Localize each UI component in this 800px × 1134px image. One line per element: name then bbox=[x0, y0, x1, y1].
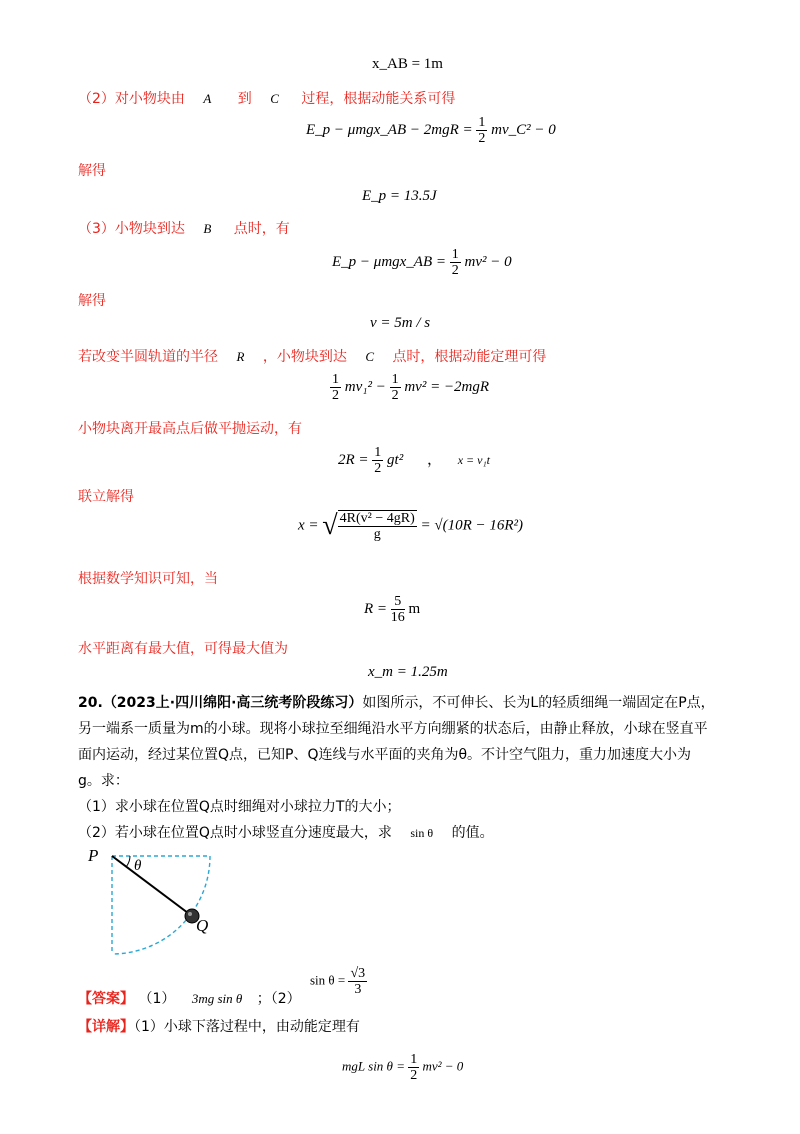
eq3-den-2: 2 bbox=[391, 388, 399, 403]
ball-highlight bbox=[188, 912, 192, 916]
sub2-text-a: （2）若小球在位置Q点时小球竖直分速度最大，求 bbox=[78, 825, 392, 841]
equation-x bbox=[298, 510, 523, 542]
x-den: g bbox=[373, 527, 381, 542]
answer-2-fraction bbox=[348, 966, 367, 997]
eq1-num: 1 bbox=[478, 115, 486, 130]
arc-dashed-path bbox=[112, 856, 210, 954]
R-fraction bbox=[391, 594, 405, 625]
part2-text-a: （2）对小物块由 bbox=[78, 91, 185, 107]
equation-energy2 bbox=[332, 247, 512, 278]
question-text-2: 另一端系一质量为m的小球。现将小球拉至细绳沿水平方向绷紧的状态后，由静止释放，小球在竖直平 bbox=[78, 721, 708, 737]
rope-line bbox=[112, 856, 192, 916]
eq3-num-2: 1 bbox=[391, 372, 399, 387]
part2-text-b: 到 bbox=[237, 91, 252, 107]
question-sub-2 bbox=[78, 820, 728, 846]
question-source: （2023上·四川绵阳·高三统考阶段练习） bbox=[102, 695, 363, 711]
eq1-fraction bbox=[476, 115, 487, 146]
solve-label-3: 联立解得 bbox=[78, 489, 134, 505]
question-sub-1: （1）求小球在位置Q点时细绳对小球拉力T的大小； bbox=[78, 799, 401, 815]
symbol-C-2: C bbox=[365, 349, 374, 364]
x-fraction bbox=[338, 510, 417, 542]
equation-ep: E_p = 13.5J bbox=[362, 188, 437, 204]
part2-line bbox=[78, 88, 455, 108]
equation-energy1 bbox=[306, 115, 556, 146]
solve-label-2: 解得 bbox=[78, 293, 106, 309]
eq2-fraction bbox=[450, 247, 461, 278]
R-unit: m bbox=[408, 600, 421, 617]
equation-xab: x_AB = 1m bbox=[372, 56, 443, 72]
eq3-mid-1: mv₁² − bbox=[344, 378, 386, 395]
question-text-4: g。求： bbox=[78, 773, 129, 789]
solve-label-1: 解得 bbox=[78, 163, 106, 179]
fall-lhs: 2R = bbox=[338, 451, 369, 468]
fall-sep: ， bbox=[426, 451, 442, 468]
eq2-lhs: E_p − μmgx_AB = bbox=[332, 253, 447, 270]
detail-text: （1）小球下落过程中，由动能定理有 bbox=[134, 1019, 360, 1035]
part3-text-b: 点时，有 bbox=[233, 221, 290, 237]
final-rhs: mv² − 0 bbox=[422, 1058, 464, 1074]
change-text-b: ，小物块到达 bbox=[262, 349, 347, 365]
question-text-3: 面内运动，经过某位置Q点，已知P、Q连线与水平面的夹角为θ。不计空气阻力，重力加速度大小为 bbox=[78, 747, 692, 763]
final-den: 2 bbox=[410, 1068, 418, 1083]
fall-x: x = v₁t bbox=[457, 452, 490, 467]
equation-final bbox=[342, 1052, 463, 1083]
symbol-A: A bbox=[203, 91, 212, 106]
detail-tag: 【详解】 bbox=[78, 1019, 134, 1035]
answer-separator: ；（2） bbox=[256, 991, 301, 1007]
equation-fall bbox=[338, 445, 490, 476]
answer-1-value: 3mg sin θ bbox=[191, 991, 243, 1006]
equation-xm: x_m = 1.25m bbox=[368, 664, 448, 680]
R-lhs: R = bbox=[364, 600, 388, 617]
question-20 bbox=[78, 690, 728, 846]
sqrt-icon: √ bbox=[322, 510, 338, 541]
equation-R bbox=[364, 594, 420, 625]
symbol-C: C bbox=[270, 91, 279, 106]
eq2-num: 1 bbox=[451, 247, 459, 262]
answer-line bbox=[78, 986, 301, 1012]
eq2-rhs: mv² − 0 bbox=[464, 253, 512, 270]
question-text-1: 如图所示，不可伸长、长为L的轻质细绳一端固定在P点， bbox=[362, 695, 715, 711]
fall-fraction bbox=[372, 445, 383, 476]
answer-tag: 【答案】 bbox=[78, 991, 134, 1007]
detail-line bbox=[78, 1014, 360, 1040]
eq3-den-1: 2 bbox=[332, 388, 339, 403]
x-lhs: x = bbox=[298, 517, 319, 534]
eq1-rhs: mv_C² − 0 bbox=[491, 121, 556, 138]
angle-arc bbox=[126, 856, 130, 867]
final-fraction bbox=[408, 1052, 419, 1083]
leave-text: 小物块离开最高点后做平抛运动，有 bbox=[78, 421, 302, 437]
answer-2-den: 3 bbox=[354, 982, 362, 997]
x-rhs: = √(10R − 16R²) bbox=[420, 517, 524, 534]
sub2-symbol: sin θ bbox=[410, 826, 434, 840]
answer-2-value bbox=[310, 966, 367, 997]
answer-part-1: （1） bbox=[138, 991, 176, 1007]
label-Q: Q bbox=[196, 916, 209, 935]
math-knowledge-text: 根据数学知识可知，当 bbox=[78, 571, 218, 587]
label-theta: θ bbox=[134, 858, 142, 874]
eq3-num-1: 1 bbox=[332, 372, 339, 387]
equation-v: v = 5m / s bbox=[370, 315, 431, 331]
fall-den: 2 bbox=[374, 461, 382, 476]
R-num: 5 bbox=[391, 594, 405, 610]
eq3-fraction-2 bbox=[390, 372, 401, 403]
eq3-fraction-1 bbox=[330, 372, 341, 403]
part3-text-a: （3）小物块到达 bbox=[78, 221, 185, 237]
R-den: 16 bbox=[390, 610, 405, 625]
equation-energy3 bbox=[330, 372, 489, 403]
x-num: 4R(v² − 4gR) bbox=[339, 511, 415, 526]
eq3-mid-2: mv² = −2mgR bbox=[404, 378, 490, 395]
eq1-den: 2 bbox=[478, 131, 486, 146]
part3-line bbox=[78, 218, 290, 238]
eq2-den: 2 bbox=[451, 263, 459, 278]
change-text-c: 点时，根据动能定理可得 bbox=[392, 349, 547, 365]
final-num: 1 bbox=[410, 1052, 418, 1067]
symbol-R: R bbox=[236, 349, 245, 364]
answer-2-lhs: sin θ = bbox=[310, 972, 346, 988]
fall-rhs: gt² bbox=[387, 451, 404, 468]
max-value-text: 水平距离有最大值，可得最大值为 bbox=[78, 641, 288, 657]
eq1-lhs: E_p − μmgx_AB − 2mgR = bbox=[306, 121, 473, 138]
answer-2-num: √3 bbox=[350, 966, 366, 981]
pendulum-figure bbox=[86, 846, 226, 960]
label-P: P bbox=[88, 846, 99, 865]
symbol-B: B bbox=[203, 221, 212, 236]
fall-num: 1 bbox=[374, 445, 382, 460]
question-20-line-1 bbox=[78, 690, 728, 716]
change-text-a: 若改变半圆轨道的半径 bbox=[78, 349, 218, 365]
pendulum-diagram bbox=[86, 850, 226, 960]
sub2-text-b: 的值。 bbox=[451, 825, 494, 841]
final-lhs: mgL sin θ = bbox=[342, 1058, 405, 1074]
part2-text-c: 过程，根据动能关系可得 bbox=[301, 91, 456, 107]
change-radius-line bbox=[78, 346, 546, 366]
question-number: 20. bbox=[78, 695, 103, 711]
